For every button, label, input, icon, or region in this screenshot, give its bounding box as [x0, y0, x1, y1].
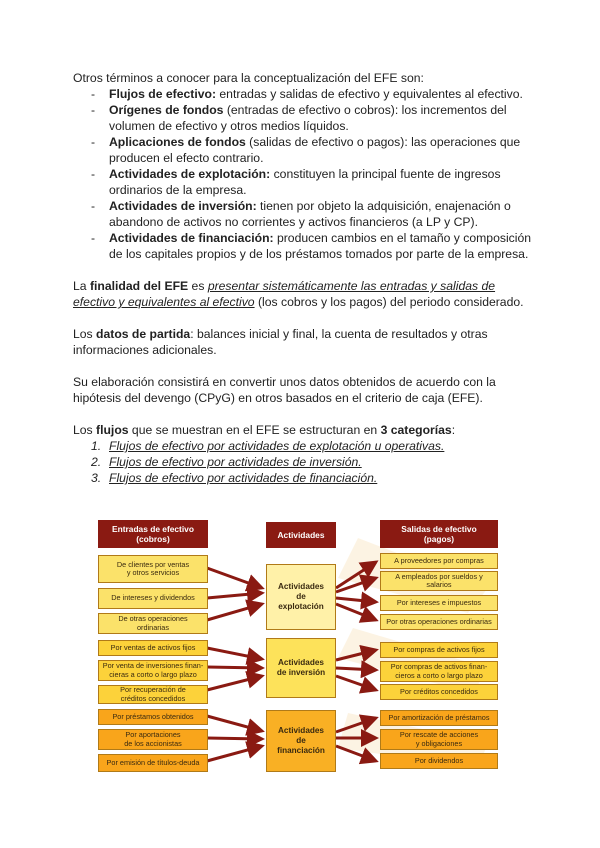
finalidad-bold: finalidad del EFE	[89, 279, 189, 293]
inflow-box: De intereses y dividendos	[98, 588, 208, 609]
inflow-box: Por préstamos obtenidos	[98, 709, 208, 725]
inflow-box: De otras operaciones ordinarias	[98, 613, 208, 634]
outflow-box: Por amortización de préstamos	[380, 710, 498, 726]
term-desc: entradas y salidas de efectivo y equivalentes al efectivo.	[216, 87, 523, 101]
finalidad-emphasis: presentar sistemáticamente las entradas y salidas de efectivo y equivalentes al efectivo	[73, 279, 496, 309]
intro-text: Otros términos a conocer para la conceptualización del EFE son:	[73, 71, 424, 85]
head-inflows: Entradas de efectivo (cobros)	[98, 520, 208, 548]
term-label: Orígenes de fondos	[109, 103, 224, 117]
category-item: 3. Flujos de efectivo por actividades de financiación.	[91, 471, 378, 485]
inflow-box: De clientes por ventas y otros servicios	[98, 555, 208, 583]
term-item	[73, 102, 533, 134]
head-activities: Actividades	[266, 522, 336, 548]
inflow-box: Por ventas de activos fijos	[98, 640, 208, 656]
elaboracion-paragraph: Su elaboración consistirá en convertir unos datos obtenidos de acuerdo con la hipótesis del devengo (CPyG) en otros basados en el criterio de caja (EFE).	[73, 375, 496, 405]
term-label: Flujos de efectivo:	[109, 87, 216, 101]
document-body	[73, 70, 533, 486]
activity-financiacion: Actividades de financiación	[266, 710, 336, 772]
category-item: 2. Flujos de efectivo por actividades de inversión.	[91, 455, 362, 469]
head-outflows: Salidas de efectivo (pagos)	[380, 520, 498, 548]
category-item: 1. Flujos de efectivo por actividades de explotación u operativas.	[91, 439, 445, 453]
outflow-box: A empleados por sueldos y salarios	[380, 571, 498, 591]
activity-inversion: Actividades de inversión	[266, 638, 336, 698]
term-item	[73, 86, 533, 102]
term-item	[73, 134, 533, 166]
outflow-box: Por compras de activos fijos	[380, 642, 498, 658]
term-label: Actividades de financiación:	[109, 231, 274, 245]
term-desc: (entradas de efectivo o cobros): los incrementos del volumen de efectivo y otros medios líquidos.	[109, 103, 507, 133]
outflow-box: Por compras de activos finan- cieros a corto o largo plazo	[380, 661, 498, 682]
activity-explotacion: Actividades de explotación	[266, 564, 336, 630]
term-desc: (salidas de efectivo o pagos): las operaciones que producen el efecto contrario.	[109, 135, 521, 165]
terms-list	[73, 86, 533, 262]
term-desc: constituyen la principal fuente de ingresos ordinarios de la empresa.	[109, 167, 501, 197]
term-desc: tienen por objeto la adquisición, enajenación o abandono de activos no corrientes y activos financieros (a LP y CP).	[109, 199, 511, 229]
categories-list	[73, 438, 533, 486]
outflow-box: A proveedores por compras	[380, 553, 498, 569]
outflow-box: Por intereses e impuestos	[380, 595, 498, 611]
inflow-box: Por venta de inversiones finan- cieras a corto o largo plazo	[98, 660, 208, 681]
term-item	[73, 198, 533, 230]
inflow-box: Por emisión de títulos-deuda	[98, 754, 208, 772]
inflow-box: Por aportaciones de los accionistas	[98, 729, 208, 750]
cash-flow-diagram	[98, 518, 500, 776]
term-label: Actividades de inversión:	[109, 199, 257, 213]
inflow-box: Por recuperación de créditos concedidos	[98, 685, 208, 704]
outflow-box: Por otras operaciones ordinarias	[380, 614, 498, 630]
datos-bold: datos de partida	[96, 327, 191, 341]
finalidad-paragraph: La finalidad del EFE es presentar sistemáticamente las entradas y salidas de efectivo y equivalentes al efectivo (los cobros y los pagos) del periodo considerado.	[73, 279, 524, 309]
flujos-paragraph: Los flujos que se muestran en el EFE se estructuran en 3 categorías:	[73, 423, 456, 437]
term-label: Aplicaciones de fondos	[109, 135, 246, 149]
term-desc: producen cambios en el tamaño y composición de los capitales propios y de los préstamos tomados por parte de la empresa.	[109, 231, 532, 261]
term-label: Actividades de explotación:	[109, 167, 271, 181]
term-item	[73, 166, 533, 198]
term-item	[73, 230, 533, 262]
outflow-box: Por rescate de acciones y obligaciones	[380, 729, 498, 750]
datos-paragraph: Los datos de partida: balances inicial y final, la cuenta de resultados y otras informaciones adicionales.	[73, 327, 488, 357]
outflow-box: Por créditos concedidos	[380, 684, 498, 700]
outflow-box: Por dividendos	[380, 753, 498, 769]
